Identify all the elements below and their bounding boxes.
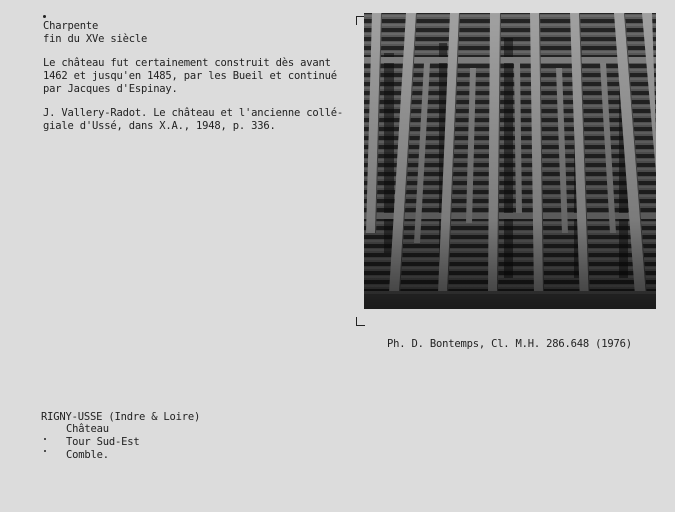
description-date: fin du XVe siècle [43, 33, 148, 45]
location-detail: Comble. [66, 449, 109, 461]
location-commune: RIGNY-USSE (Indre & Loire) [41, 411, 201, 423]
history-line-2: 1462 et jusqu'en 1485, par les Bueil et continué [43, 70, 337, 82]
description-title: Charpente [43, 20, 99, 32]
location-marker-dot [44, 438, 46, 440]
location-marker-dot-2 [44, 450, 46, 452]
location-building: Château [66, 423, 109, 435]
location-part: Tour Sud-Est [66, 436, 140, 448]
roof-timber-frame-photo [364, 13, 656, 309]
marker-dot [43, 15, 46, 18]
reference-line-2: giale d'Ussé, dans X.A., 1948, p. 336. [43, 120, 276, 132]
photo-corner-bottom-left [356, 317, 365, 326]
history-line-3: par Jacques d'Espinay. [43, 83, 178, 95]
photo-credit: Ph. D. Bontemps, Cl. M.H. 286.648 (1976) [387, 338, 632, 350]
reference-line-1: J. Vallery-Radot. Le château et l'ancienne collé- [43, 107, 343, 119]
history-line-1: Le château fut certainement construit dès avant [43, 57, 331, 69]
